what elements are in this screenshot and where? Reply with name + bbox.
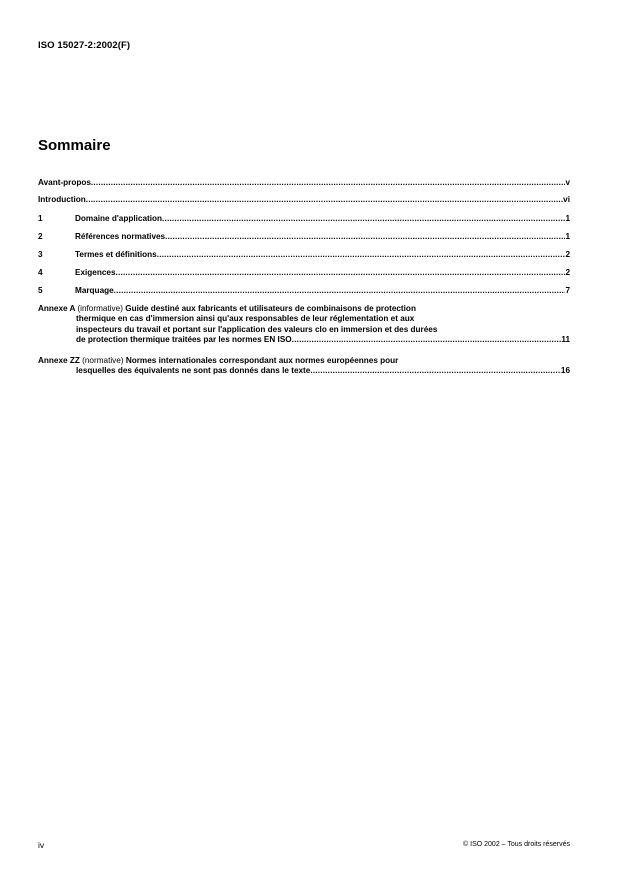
toc-entry-label: Introduction bbox=[38, 195, 86, 204]
annex-title-line: lesquelles des équivalents ne sont pas donnés dans le texte bbox=[76, 366, 311, 376]
toc-entry-exigences[interactable] bbox=[38, 267, 570, 278]
annex-title-line: thermique en cas d'immersion ainsi qu'aux responsables de leur réglementation et aux bbox=[76, 314, 415, 324]
toc-entry-avant-propos[interactable] bbox=[38, 177, 570, 188]
annex-title-line: Normes internationales correspondant aux normes européennes pour bbox=[125, 356, 399, 365]
toc-entry-label: Marquage bbox=[75, 286, 114, 295]
dot-leader bbox=[86, 194, 563, 205]
dot-leader bbox=[91, 177, 566, 188]
toc-entry-page: 2 bbox=[565, 268, 570, 277]
annex-title-line: inspecteurs du travail et portant sur l'application des valeurs clo en immersion et des durées bbox=[76, 324, 438, 334]
dot-leader bbox=[114, 285, 566, 296]
footer-copyright: © ISO 2002 – Tous droits réservés bbox=[463, 841, 570, 848]
dot-leader bbox=[162, 213, 565, 224]
toc-entry-introduction[interactable] bbox=[38, 194, 570, 205]
annex-code: Annexe A bbox=[38, 304, 76, 313]
toc-entry-page: 11 bbox=[561, 334, 570, 344]
dot-leader bbox=[157, 249, 566, 260]
toc-entry-page: vi bbox=[563, 195, 570, 204]
toc-entry-marquage[interactable] bbox=[38, 285, 570, 296]
toc-entry-page: 7 bbox=[565, 286, 570, 295]
toc-entry-references[interactable] bbox=[38, 231, 570, 242]
footer-page-number: iv bbox=[38, 840, 45, 850]
toc-entry-label: Avant-propos bbox=[38, 178, 91, 187]
dot-leader bbox=[292, 335, 562, 345]
annex-code: Annexe ZZ bbox=[38, 356, 80, 365]
document-id-header: ISO 15027-2:2002(F) bbox=[38, 40, 131, 51]
toc-entry-page: 1 bbox=[565, 214, 570, 223]
toc-entry-page: 1 bbox=[565, 232, 570, 241]
annex-title-line: de protection thermique traitées par les normes EN ISO bbox=[76, 334, 292, 344]
dot-leader bbox=[116, 267, 566, 278]
toc-entry-page: v bbox=[565, 178, 570, 187]
page-title: Sommaire bbox=[38, 137, 111, 154]
toc-entry-number: 1 bbox=[38, 214, 43, 223]
toc-entry-number: 5 bbox=[38, 286, 43, 295]
annex-type: (informative) bbox=[77, 304, 123, 313]
toc-entry-page: 2 bbox=[565, 250, 570, 259]
annex-type: (normative) bbox=[82, 356, 124, 365]
toc-entry-termes[interactable] bbox=[38, 249, 570, 260]
toc-entry-number: 3 bbox=[38, 250, 43, 259]
toc-entry-label: Références normatives bbox=[75, 232, 166, 241]
toc-entry-label: Exigences bbox=[75, 268, 116, 277]
toc-entry-number: 4 bbox=[38, 268, 43, 277]
toc-entry-number: 2 bbox=[38, 232, 43, 241]
toc-entry-annexe-a[interactable] bbox=[38, 304, 570, 345]
toc-entry-annexe-zz[interactable] bbox=[38, 356, 570, 377]
toc-entry-page: 16 bbox=[560, 366, 570, 376]
annex-title-line: Guide destiné aux fabricants et utilisateurs de combinaisons de protection bbox=[125, 304, 416, 313]
toc-entry-domaine[interactable] bbox=[38, 213, 570, 224]
dot-leader bbox=[165, 231, 565, 242]
toc-entry-label: Domaine d'application bbox=[75, 214, 163, 223]
dot-leader bbox=[310, 366, 561, 376]
toc-entry-label: Termes et définitions bbox=[75, 250, 157, 259]
